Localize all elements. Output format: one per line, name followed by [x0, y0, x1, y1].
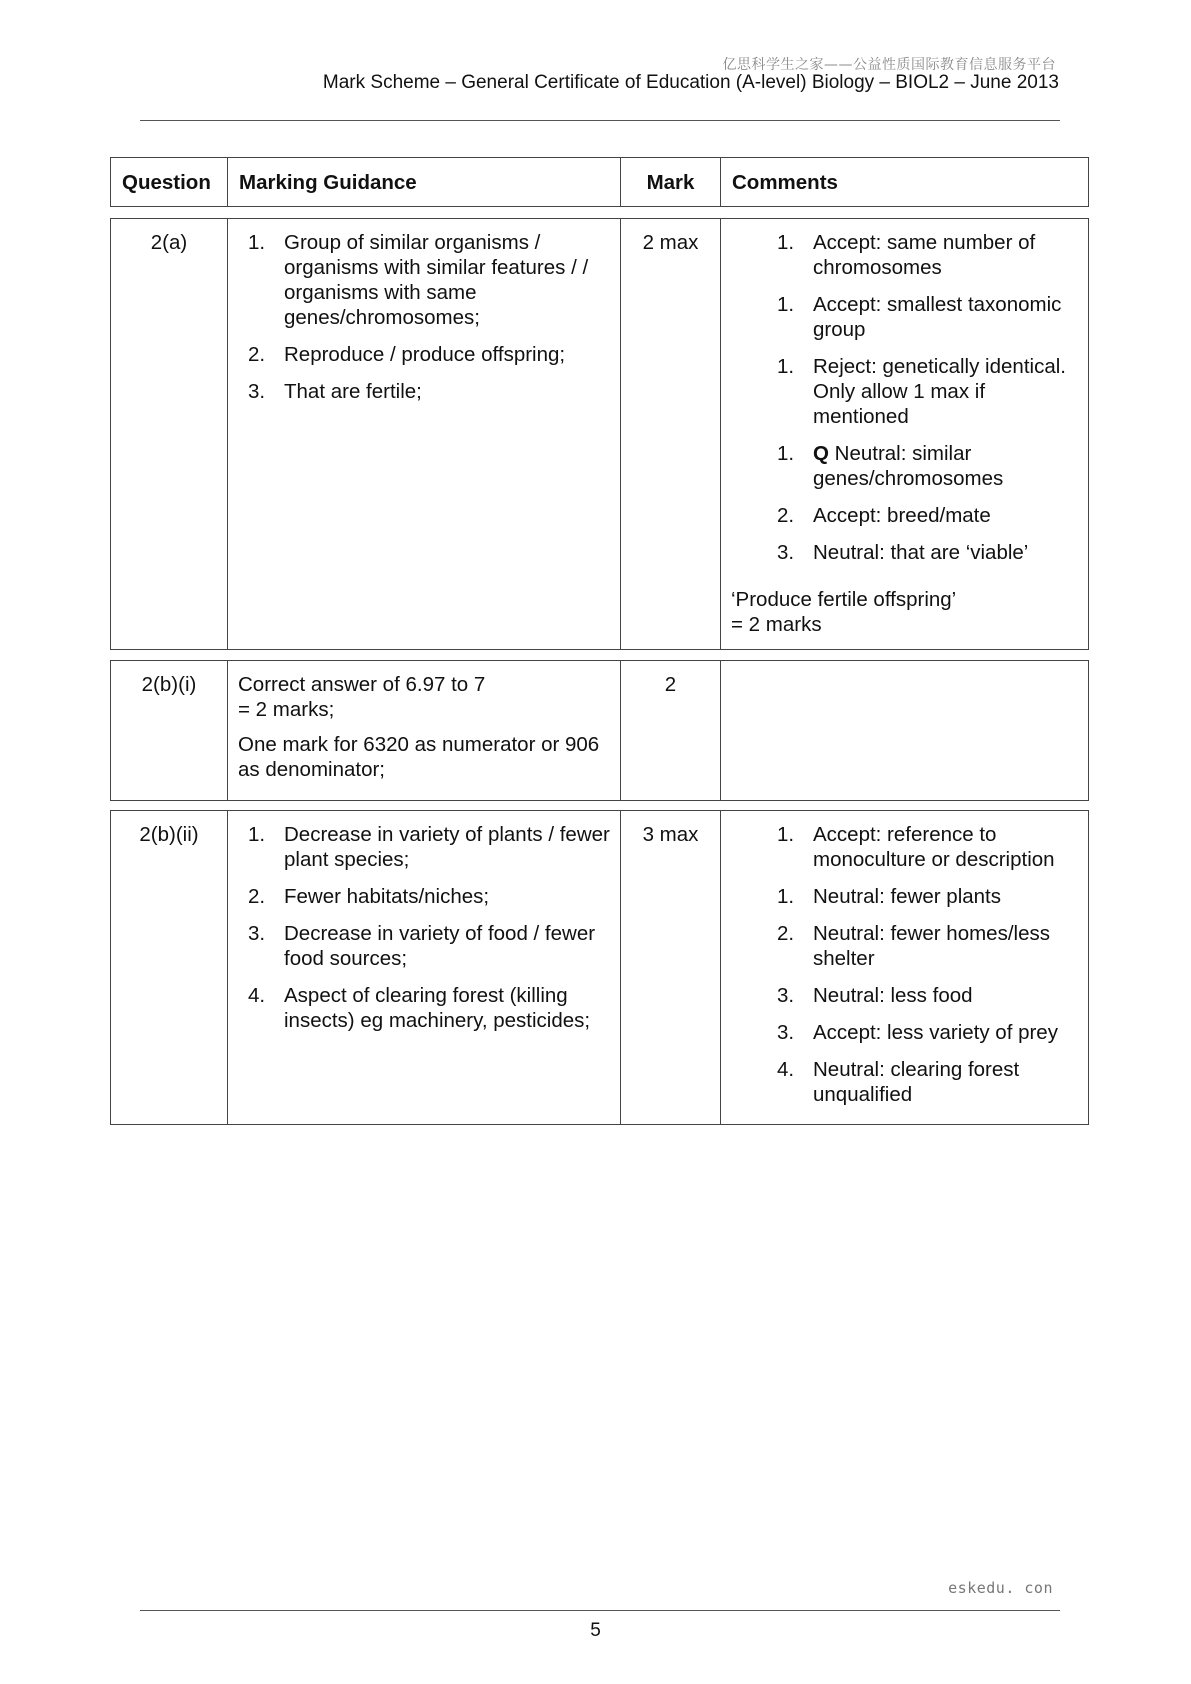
page-header-title: Mark Scheme – General Certificate of Education (A-level) Biology – BIOL2 – June 2013	[322, 72, 1059, 93]
list-item: 1. Accept: reference to monoculture or description	[777, 823, 1055, 871]
comments-list	[731, 230, 1078, 565]
header-question: Question	[111, 158, 228, 207]
guidance-text: Correct answer of 6.97 to 7 = 2 marks;	[238, 673, 486, 721]
list-item: 1. Decrease in variety of plants / fewer plant species;	[248, 823, 610, 871]
mark-cell: 2 max	[621, 219, 721, 650]
list-item: 4. Neutral: clearing forest unqualified	[777, 1058, 1020, 1106]
list-item: 3. Neutral: that are ‘viable’	[777, 541, 1029, 564]
footer-rule	[140, 1610, 1060, 1611]
list-item: 3. Decrease in variety of food / fewer food sources;	[248, 922, 596, 970]
list-item: 2. Neutral: fewer homes/less shelter	[777, 922, 1050, 970]
list-item: 1. Neutral: fewer plants	[777, 885, 1002, 908]
list-item: 1. Reject: genetically identical. Only allow 1 max if mentioned	[777, 355, 1066, 428]
question-cell: 2(a)	[111, 219, 228, 650]
comments-list	[731, 822, 1078, 1107]
header-row	[111, 158, 1089, 207]
list-item: 4. Aspect of clearing forest (killing insects) eg machinery, pesticides;	[248, 984, 591, 1032]
mark-cell: 2	[621, 661, 721, 801]
comment-note: ‘Produce fertile offspring’ = 2 marks	[731, 588, 957, 636]
row-table-2bi	[110, 660, 1089, 801]
list-item: 3. That are fertile;	[248, 380, 422, 403]
list-item: 2. Reproduce / produce offspring;	[248, 343, 566, 366]
row-table-2bii	[110, 810, 1089, 1125]
header-mark: Mark	[621, 158, 721, 207]
q-marker: Q	[813, 442, 829, 465]
table-row	[111, 219, 1089, 650]
comments-cell	[721, 219, 1089, 650]
header-rule	[140, 120, 1060, 121]
mark-scheme-header-table	[110, 157, 1089, 207]
guidance-cell	[228, 661, 621, 801]
guidance-text: One mark for 6320 as numerator or 906 as denominator;	[238, 733, 600, 781]
guidance-list	[238, 822, 610, 1033]
header-comments: Comments	[721, 158, 1089, 207]
list-item: 1. Group of similar organisms / organisms with similar features / / organisms with same genes/chromosomes;	[248, 231, 589, 329]
question-cell: 2(b)(ii)	[111, 811, 228, 1125]
list-item: 1. Q Neutral: similar genes/chromosomes	[777, 442, 1004, 490]
guidance-cell	[228, 219, 621, 650]
guidance-cell	[228, 811, 621, 1125]
comments-cell	[721, 661, 1089, 801]
table-row	[111, 811, 1089, 1125]
list-item: 2. Fewer habitats/niches;	[248, 885, 490, 908]
comments-cell	[721, 811, 1089, 1125]
header-guidance: Marking Guidance	[228, 158, 621, 207]
question-cell: 2(b)(i)	[111, 661, 228, 801]
table-row	[111, 661, 1089, 801]
page-number: 5	[590, 1620, 601, 1641]
list-item: 1. Accept: smallest taxonomic group	[777, 293, 1062, 341]
header-watermark: 亿思科学生之家——公益性质国际教育信息服务平台	[722, 57, 1056, 73]
footer-watermark: eskedu. con	[948, 1579, 1053, 1597]
mark-cell: 3 max	[621, 811, 721, 1125]
list-item: 2. Accept: breed/mate	[777, 504, 991, 527]
guidance-list	[238, 230, 610, 404]
list-item: 3. Accept: less variety of prey	[777, 1021, 1058, 1044]
row-table-2a	[110, 218, 1089, 650]
list-item: 1. Accept: same number of chromosomes	[777, 231, 1036, 279]
list-item: 3. Neutral: less food	[777, 984, 973, 1007]
